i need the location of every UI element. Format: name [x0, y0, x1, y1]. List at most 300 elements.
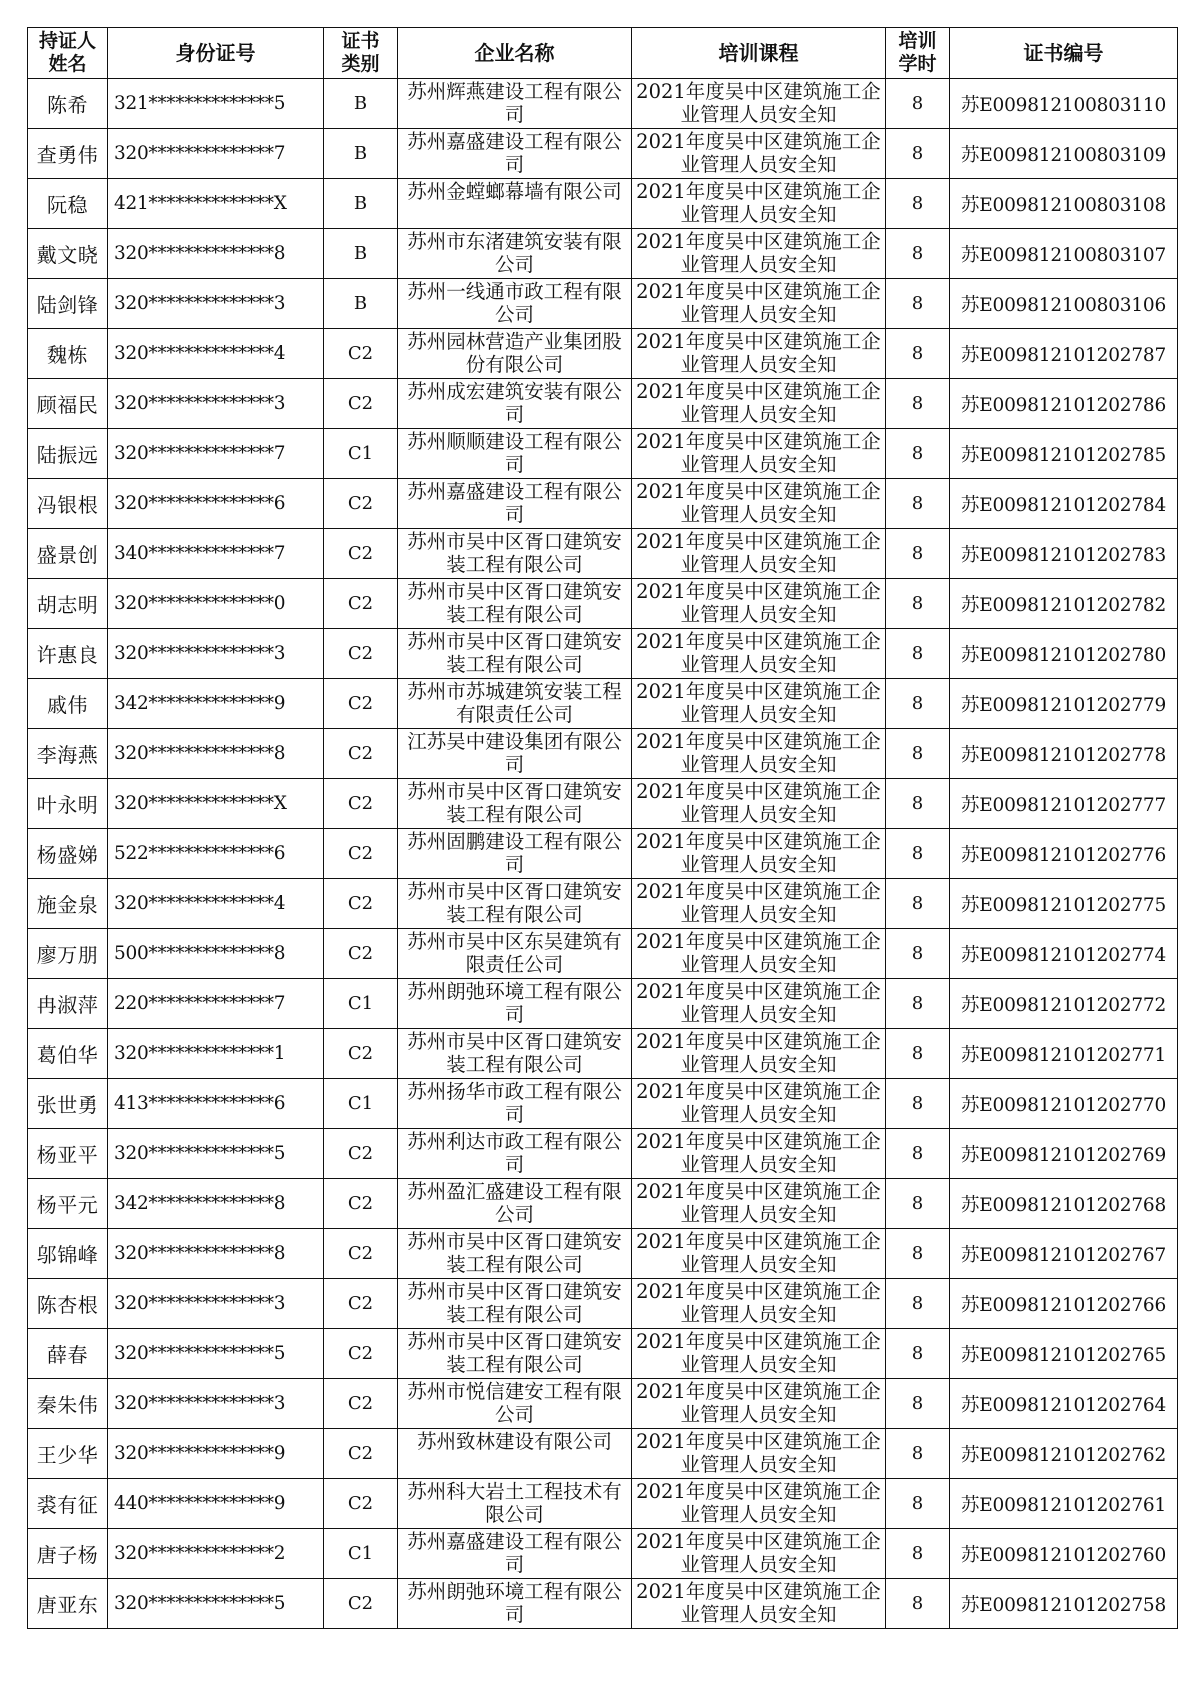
cell-cert-type: C2 — [324, 1179, 398, 1229]
table-row — [28, 879, 1178, 929]
cell-hours: 8 — [886, 79, 950, 129]
cell-company — [398, 1029, 632, 1079]
cell-company — [398, 1329, 632, 1379]
cell-course-text: 2021年度吴中区建筑施工企业管理人员安全知 — [636, 1029, 881, 1076]
cell-cert-number: 苏E009812100803108 — [950, 179, 1178, 229]
cell-hours: 8 — [886, 779, 950, 829]
cell-id-number: 320**************9 — [108, 1429, 324, 1479]
cell-hours: 8 — [886, 979, 950, 1029]
header-holder-line2: 姓名 — [48, 53, 87, 75]
cell-id-number: 342**************8 — [108, 1179, 324, 1229]
cell-holder-name: 魏栋 — [28, 329, 108, 379]
cell-id-number: 321**************5 — [108, 79, 324, 129]
cell-company — [398, 829, 632, 879]
cell-id-number: 320**************3 — [108, 1279, 324, 1329]
cell-company-text: 苏州市苏城建筑安装工程有限责任公司 — [407, 679, 622, 726]
cell-holder-name: 陈杏根 — [28, 1279, 108, 1329]
cell-course-text: 2021年度吴中区建筑施工企业管理人员安全知 — [636, 829, 881, 876]
table-row — [28, 579, 1178, 629]
cell-cert-type: C1 — [324, 1529, 398, 1579]
cell-holder-name: 陈希 — [28, 79, 108, 129]
table-header — [28, 28, 1178, 79]
cell-company — [398, 1279, 632, 1329]
cell-cert-type: C2 — [324, 1229, 398, 1279]
cell-cert-type: C2 — [324, 1379, 398, 1429]
cell-company — [398, 1479, 632, 1529]
cell-hours: 8 — [886, 479, 950, 529]
header-holder-name — [28, 28, 108, 79]
cell-company-text: 苏州市吴中区胥口建筑安装工程有限公司 — [407, 1229, 622, 1276]
cell-hours: 8 — [886, 179, 950, 229]
cell-course — [632, 1329, 886, 1379]
cell-course — [632, 979, 886, 1029]
cell-course — [632, 1279, 886, 1329]
cell-cert-type: C2 — [324, 829, 398, 879]
cell-course-text: 2021年度吴中区建筑施工企业管理人员安全知 — [636, 229, 881, 276]
cell-company-text: 苏州利达市政工程有限公司 — [407, 1129, 622, 1176]
cell-company — [398, 779, 632, 829]
cell-company-text: 苏州盈汇盛建设工程有限公司 — [407, 1179, 622, 1226]
cell-company — [398, 679, 632, 729]
cell-hours: 8 — [886, 1329, 950, 1379]
cell-holder-name: 许惠良 — [28, 629, 108, 679]
cell-company-text: 苏州固鹏建设工程有限公司 — [407, 829, 622, 876]
cell-company-text: 苏州市吴中区胥口建筑安装工程有限公司 — [407, 779, 622, 826]
cell-course — [632, 679, 886, 729]
cell-company-text: 江苏吴中建设集团有限公司 — [407, 729, 622, 776]
cell-course — [632, 129, 886, 179]
cell-id-number: 320**************8 — [108, 229, 324, 279]
cell-course — [632, 879, 886, 929]
table-row — [28, 1529, 1178, 1579]
cell-id-number: 320**************7 — [108, 429, 324, 479]
cell-holder-name: 杨平元 — [28, 1179, 108, 1229]
cell-course — [632, 529, 886, 579]
cell-course-text: 2021年度吴中区建筑施工企业管理人员安全知 — [636, 1529, 881, 1576]
cell-cert-type: C2 — [324, 1479, 398, 1529]
header-row — [28, 28, 1178, 79]
cell-hours: 8 — [886, 579, 950, 629]
cell-company — [398, 1429, 632, 1479]
cell-cert-type: C1 — [324, 1079, 398, 1129]
cell-cert-number: 苏E009812101202785 — [950, 429, 1178, 479]
cell-cert-number: 苏E009812101202780 — [950, 629, 1178, 679]
cell-holder-name: 施金泉 — [28, 879, 108, 929]
cell-company-text: 苏州致林建设有限公司 — [416, 1429, 612, 1453]
cell-course-text: 2021年度吴中区建筑施工企业管理人员安全知 — [636, 1329, 881, 1376]
cell-hours: 8 — [886, 829, 950, 879]
table-row — [28, 1029, 1178, 1079]
table-row — [28, 79, 1178, 129]
cell-course-text: 2021年度吴中区建筑施工企业管理人员安全知 — [636, 79, 881, 126]
cell-hours: 8 — [886, 1479, 950, 1529]
cell-course — [632, 629, 886, 679]
cell-cert-type: C1 — [324, 429, 398, 479]
cell-hours: 8 — [886, 329, 950, 379]
cell-id-number: 320**************3 — [108, 279, 324, 329]
cell-id-number: 421**************X — [108, 179, 324, 229]
cell-course — [632, 1529, 886, 1579]
cell-id-number: 320**************0 — [108, 579, 324, 629]
cell-cert-number: 苏E009812100803110 — [950, 79, 1178, 129]
cell-hours: 8 — [886, 629, 950, 679]
cell-id-number: 413**************6 — [108, 1079, 324, 1129]
cell-id-number: 320**************5 — [108, 1129, 324, 1179]
cell-course — [632, 1379, 886, 1429]
cell-course-text: 2021年度吴中区建筑施工企业管理人员安全知 — [636, 129, 881, 176]
cell-holder-name: 裘有征 — [28, 1479, 108, 1529]
cell-course-text: 2021年度吴中区建筑施工企业管理人员安全知 — [636, 279, 881, 326]
table-row — [28, 929, 1178, 979]
cell-company — [398, 529, 632, 579]
table-row — [28, 829, 1178, 879]
cell-course-text: 2021年度吴中区建筑施工企业管理人员安全知 — [636, 679, 881, 726]
table-row — [28, 1579, 1178, 1629]
cell-id-number: 440**************9 — [108, 1479, 324, 1529]
cell-holder-name: 顾福民 — [28, 379, 108, 429]
cell-cert-number: 苏E009812101202778 — [950, 729, 1178, 779]
cell-course-text: 2021年度吴中区建筑施工企业管理人员安全知 — [636, 629, 881, 676]
cell-hours: 8 — [886, 1579, 950, 1629]
cell-hours: 8 — [886, 129, 950, 179]
table-row — [28, 1429, 1178, 1479]
cell-course — [632, 1479, 886, 1529]
cell-company — [398, 729, 632, 779]
cell-cert-number: 苏E009812101202769 — [950, 1129, 1178, 1179]
cell-course — [632, 379, 886, 429]
cell-company-text: 苏州金螳螂幕墙有限公司 — [407, 179, 622, 203]
cell-course — [632, 1129, 886, 1179]
cell-cert-number: 苏E009812100803107 — [950, 229, 1178, 279]
cell-id-number: 220**************7 — [108, 979, 324, 1029]
cell-hours: 8 — [886, 679, 950, 729]
cell-company-text: 苏州嘉盛建设工程有限公司 — [407, 1529, 622, 1576]
cell-hours: 8 — [886, 1229, 950, 1279]
cell-company — [398, 929, 632, 979]
cell-company-text: 苏州顺顺建设工程有限公司 — [407, 429, 622, 476]
cell-company — [398, 229, 632, 279]
cell-hours: 8 — [886, 279, 950, 329]
cell-company — [398, 429, 632, 479]
cell-company-text: 苏州嘉盛建设工程有限公司 — [407, 129, 622, 176]
cell-cert-number: 苏E009812101202762 — [950, 1429, 1178, 1479]
table-row — [28, 129, 1178, 179]
cell-cert-number: 苏E009812101202768 — [950, 1179, 1178, 1229]
header-company: 企业名称 — [398, 28, 632, 79]
cell-cert-number: 苏E009812101202764 — [950, 1379, 1178, 1429]
cell-cert-type: C2 — [324, 1329, 398, 1379]
cell-hours: 8 — [886, 879, 950, 929]
certificate-table — [27, 27, 1178, 1629]
cell-company-text: 苏州嘉盛建设工程有限公司 — [407, 479, 622, 526]
cell-cert-number: 苏E009812101202775 — [950, 879, 1178, 929]
cell-company — [398, 979, 632, 1029]
cell-course — [632, 779, 886, 829]
cell-company — [398, 1129, 632, 1179]
cell-cert-type: C2 — [324, 779, 398, 829]
table-row — [28, 1129, 1178, 1179]
cell-course-text: 2021年度吴中区建筑施工企业管理人员安全知 — [636, 579, 881, 626]
cell-cert-type: B — [324, 229, 398, 279]
cell-hours: 8 — [886, 529, 950, 579]
cell-hours: 8 — [886, 729, 950, 779]
cell-holder-name: 薛春 — [28, 1329, 108, 1379]
cell-holder-name: 戚伟 — [28, 679, 108, 729]
cell-company-text: 苏州市吴中区胥口建筑安装工程有限公司 — [407, 529, 622, 576]
cell-company — [398, 1179, 632, 1229]
cell-course — [632, 1179, 886, 1229]
cell-company — [398, 329, 632, 379]
cell-company — [398, 1229, 632, 1279]
cell-cert-type: C2 — [324, 1129, 398, 1179]
cell-company — [398, 179, 632, 229]
cell-cert-number: 苏E009812101202758 — [950, 1579, 1178, 1629]
cell-holder-name: 冯银根 — [28, 479, 108, 529]
cell-cert-number: 苏E009812101202774 — [950, 929, 1178, 979]
cell-course-text: 2021年度吴中区建筑施工企业管理人员安全知 — [636, 1479, 881, 1526]
cell-course-text: 2021年度吴中区建筑施工企业管理人员安全知 — [636, 1179, 881, 1226]
cell-holder-name: 杨亚平 — [28, 1129, 108, 1179]
cell-company-text: 苏州辉燕建设工程有限公司 — [407, 79, 622, 126]
cell-id-number: 320**************3 — [108, 629, 324, 679]
cell-course — [632, 1229, 886, 1279]
table-body — [28, 79, 1178, 1629]
table-row — [28, 1479, 1178, 1529]
cell-cert-number: 苏E009812101202776 — [950, 829, 1178, 879]
cell-cert-type: C2 — [324, 1579, 398, 1629]
cell-course — [632, 229, 886, 279]
cell-holder-name: 唐亚东 — [28, 1579, 108, 1629]
table-row — [28, 479, 1178, 529]
cell-company-text: 苏州市悦信建安工程有限公司 — [407, 1379, 622, 1426]
cell-id-number: 320**************3 — [108, 379, 324, 429]
cell-cert-number: 苏E009812101202760 — [950, 1529, 1178, 1579]
table-row — [28, 379, 1178, 429]
cell-company — [398, 479, 632, 529]
table-row — [28, 279, 1178, 329]
cell-company — [398, 629, 632, 679]
cell-cert-type: B — [324, 79, 398, 129]
cell-id-number: 320**************8 — [108, 1229, 324, 1279]
cell-cert-type: C2 — [324, 579, 398, 629]
cell-company-text: 苏州市吴中区胥口建筑安装工程有限公司 — [407, 579, 622, 626]
cell-holder-name: 查勇伟 — [28, 129, 108, 179]
cell-cert-number: 苏E009812101202771 — [950, 1029, 1178, 1079]
table-row — [28, 1329, 1178, 1379]
cell-holder-name: 胡志明 — [28, 579, 108, 629]
cell-holder-name: 冉淑萍 — [28, 979, 108, 1029]
cell-cert-type: C1 — [324, 979, 398, 1029]
cell-company — [398, 1079, 632, 1129]
cell-company — [398, 1529, 632, 1579]
cell-company-text: 苏州园林营造产业集团股份有限公司 — [407, 329, 622, 376]
table-row — [28, 629, 1178, 679]
cell-course-text: 2021年度吴中区建筑施工企业管理人员安全知 — [636, 1079, 881, 1126]
cell-cert-number: 苏E009812101202770 — [950, 1079, 1178, 1129]
cell-cert-type: C2 — [324, 629, 398, 679]
cell-id-number: 320**************7 — [108, 129, 324, 179]
cell-hours: 8 — [886, 429, 950, 479]
cell-course — [632, 929, 886, 979]
cell-course-text: 2021年度吴中区建筑施工企业管理人员安全知 — [636, 779, 881, 826]
cell-company-text: 苏州成宏建筑安装有限公司 — [407, 379, 622, 426]
cell-cert-type: C2 — [324, 529, 398, 579]
table-row — [28, 429, 1178, 479]
cell-company-text: 苏州科大岩土工程技术有限公司 — [407, 1479, 622, 1526]
cell-course-text: 2021年度吴中区建筑施工企业管理人员安全知 — [636, 1129, 881, 1176]
cell-course-text: 2021年度吴中区建筑施工企业管理人员安全知 — [636, 1279, 881, 1326]
cell-id-number: 500**************8 — [108, 929, 324, 979]
cell-course-text: 2021年度吴中区建筑施工企业管理人员安全知 — [636, 529, 881, 576]
cell-cert-type: C2 — [324, 729, 398, 779]
cell-course-text: 2021年度吴中区建筑施工企业管理人员安全知 — [636, 979, 881, 1026]
cell-cert-type: C2 — [324, 1429, 398, 1479]
cell-hours: 8 — [886, 929, 950, 979]
cell-cert-number: 苏E009812101202765 — [950, 1329, 1178, 1379]
cell-course-text: 2021年度吴中区建筑施工企业管理人员安全知 — [636, 1379, 881, 1426]
table-row — [28, 1079, 1178, 1129]
cell-cert-type: C2 — [324, 879, 398, 929]
cell-hours: 8 — [886, 1129, 950, 1179]
cell-company — [398, 79, 632, 129]
cell-course-text: 2021年度吴中区建筑施工企业管理人员安全知 — [636, 879, 881, 926]
cell-company — [398, 1579, 632, 1629]
cell-course — [632, 1079, 886, 1129]
header-holder-line1: 持证人 — [38, 30, 96, 52]
cell-id-number: 320**************2 — [108, 1529, 324, 1579]
cell-holder-name: 张世勇 — [28, 1079, 108, 1129]
cell-holder-name: 盛景创 — [28, 529, 108, 579]
table-row — [28, 729, 1178, 779]
header-hours-line1: 培训 — [898, 30, 937, 52]
header-id-number: 身份证号 — [108, 28, 324, 79]
cell-cert-number: 苏E009812101202772 — [950, 979, 1178, 1029]
cell-company — [398, 279, 632, 329]
cell-id-number: 340**************7 — [108, 529, 324, 579]
cell-cert-type: B — [324, 129, 398, 179]
cell-hours: 8 — [886, 1029, 950, 1079]
table-row — [28, 1279, 1178, 1329]
cell-course — [632, 479, 886, 529]
cell-company-text: 苏州市吴中区胥口建筑安装工程有限公司 — [407, 1279, 622, 1326]
cell-id-number: 320**************5 — [108, 1329, 324, 1379]
cell-holder-name: 叶永明 — [28, 779, 108, 829]
cell-id-number: 320**************4 — [108, 879, 324, 929]
table-row — [28, 779, 1178, 829]
cell-id-number: 320**************6 — [108, 479, 324, 529]
table-row — [28, 179, 1178, 229]
cell-id-number: 320**************4 — [108, 329, 324, 379]
table-row — [28, 1179, 1178, 1229]
header-cert-type-line2: 类别 — [341, 53, 380, 75]
cell-holder-name: 唐子杨 — [28, 1529, 108, 1579]
cell-course — [632, 829, 886, 879]
cell-id-number: 320**************8 — [108, 729, 324, 779]
cell-holder-name: 杨盛娣 — [28, 829, 108, 879]
cell-company-text: 苏州市东渚建筑安装有限公司 — [407, 229, 622, 276]
cell-course-text: 2021年度吴中区建筑施工企业管理人员安全知 — [636, 1229, 881, 1276]
cell-course-text: 2021年度吴中区建筑施工企业管理人员安全知 — [636, 179, 881, 226]
table-row — [28, 1379, 1178, 1429]
cell-cert-number: 苏E009812101202783 — [950, 529, 1178, 579]
cell-course — [632, 79, 886, 129]
cell-hours: 8 — [886, 229, 950, 279]
cell-cert-type: B — [324, 179, 398, 229]
cell-company — [398, 1379, 632, 1429]
cell-course — [632, 329, 886, 379]
cell-cert-type: C2 — [324, 479, 398, 529]
cell-cert-type: C2 — [324, 379, 398, 429]
cell-company-text: 苏州一线通市政工程有限公司 — [407, 279, 622, 326]
table-row — [28, 329, 1178, 379]
cell-course-text: 2021年度吴中区建筑施工企业管理人员安全知 — [636, 729, 881, 776]
table-row — [28, 1229, 1178, 1279]
cell-hours: 8 — [886, 1079, 950, 1129]
cell-holder-name: 秦朱伟 — [28, 1379, 108, 1429]
cell-company — [398, 879, 632, 929]
cell-holder-name: 陆振远 — [28, 429, 108, 479]
cell-cert-number: 苏E009812101202777 — [950, 779, 1178, 829]
cell-course — [632, 729, 886, 779]
table-row — [28, 529, 1178, 579]
cell-hours: 8 — [886, 1179, 950, 1229]
cell-course — [632, 1029, 886, 1079]
cell-id-number: 522**************6 — [108, 829, 324, 879]
cell-hours: 8 — [886, 1279, 950, 1329]
cell-cert-number: 苏E009812101202779 — [950, 679, 1178, 729]
header-hours-line2: 学时 — [898, 53, 937, 75]
cell-cert-number: 苏E009812101202766 — [950, 1279, 1178, 1329]
cell-cert-number: 苏E009812101202761 — [950, 1479, 1178, 1529]
cell-id-number: 342**************9 — [108, 679, 324, 729]
cell-course-text: 2021年度吴中区建筑施工企业管理人员安全知 — [636, 479, 881, 526]
cell-company-text: 苏州市吴中区胥口建筑安装工程有限公司 — [407, 879, 622, 926]
cell-holder-name: 李海燕 — [28, 729, 108, 779]
cell-hours: 8 — [886, 379, 950, 429]
header-hours — [886, 28, 950, 79]
cell-company — [398, 579, 632, 629]
cell-cert-number: 苏E009812100803106 — [950, 279, 1178, 329]
cell-hours: 8 — [886, 1429, 950, 1479]
cell-holder-name: 阮稳 — [28, 179, 108, 229]
header-cert-type — [324, 28, 398, 79]
cell-course-text: 2021年度吴中区建筑施工企业管理人员安全知 — [636, 1429, 881, 1476]
cell-cert-number: 苏E009812101202782 — [950, 579, 1178, 629]
cell-id-number: 320**************5 — [108, 1579, 324, 1629]
cell-cert-number: 苏E009812101202787 — [950, 329, 1178, 379]
cell-company-text: 苏州市吴中区胥口建筑安装工程有限公司 — [407, 1029, 622, 1076]
cell-holder-name: 陆剑锋 — [28, 279, 108, 329]
table-row — [28, 229, 1178, 279]
cell-cert-type: C2 — [324, 1029, 398, 1079]
cell-holder-name: 葛伯华 — [28, 1029, 108, 1079]
cell-id-number: 320**************3 — [108, 1379, 324, 1429]
cell-holder-name: 王少华 — [28, 1429, 108, 1479]
cell-company-text: 苏州朗弛环境工程有限公司 — [407, 979, 622, 1026]
cell-course — [632, 1429, 886, 1479]
cell-course — [632, 279, 886, 329]
cell-company-text: 苏州朗弛环境工程有限公司 — [407, 1579, 622, 1626]
cell-cert-type: B — [324, 279, 398, 329]
table-row — [28, 679, 1178, 729]
cell-company-text: 苏州市吴中区胥口建筑安装工程有限公司 — [407, 1329, 622, 1376]
cell-company — [398, 129, 632, 179]
header-cert-type-line1: 证书 — [341, 30, 380, 52]
header-course: 培训课程 — [632, 28, 886, 79]
cell-company-text: 苏州市吴中区胥口建筑安装工程有限公司 — [407, 629, 622, 676]
cell-cert-number: 苏E009812101202784 — [950, 479, 1178, 529]
cell-holder-name: 廖万朋 — [28, 929, 108, 979]
